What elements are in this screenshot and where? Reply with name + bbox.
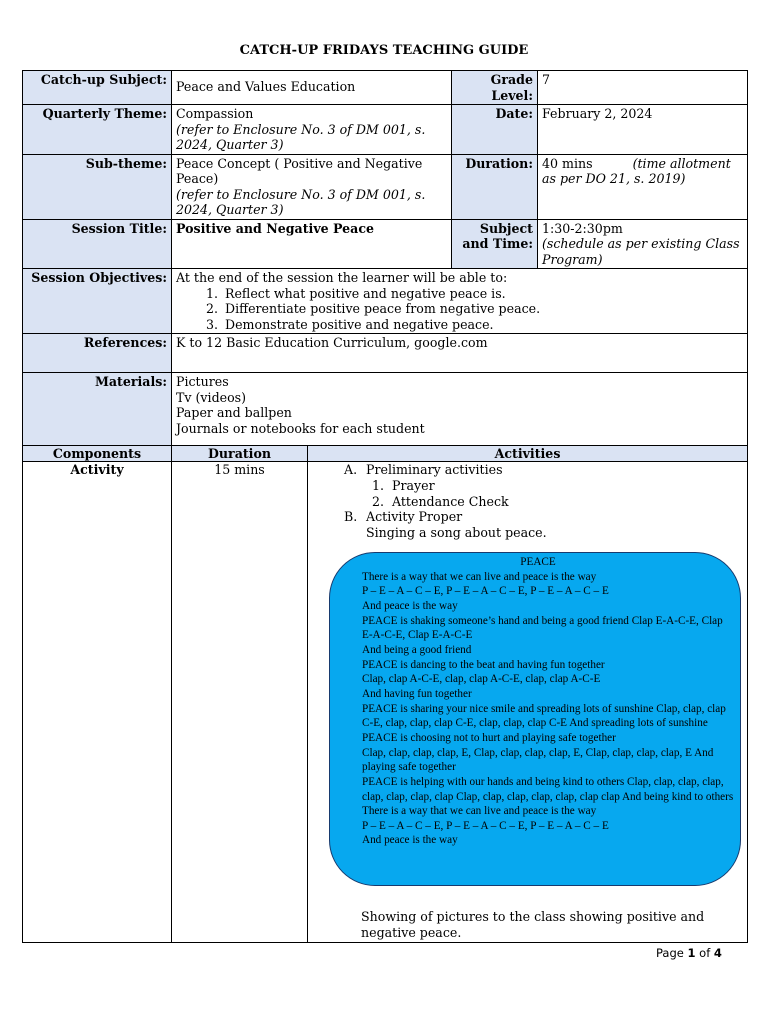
subtheme-reference: (refer to Enclosure No. 3 of DM 001, s. 2024, Quarter 3) [176,186,426,217]
activity-a [312,462,743,478]
objectives-list [176,286,743,333]
objective-item: 2. Differentiate positive peace from negative peace. [222,301,743,317]
song-line: PEACE is shaking someone’s hand and being a good friend Clap E-A-C-E, Clap E-A-C-E, Clap E-A-C-E [362,614,723,642]
duration-note: (time allotment as per DO 21, s. 2019) [542,155,731,186]
subject-value: Peace and Values Education [172,71,452,105]
duration-value: 40 mins [542,155,593,171]
materials-label: Materials: [23,373,172,454]
material-item: Paper and ballpen [176,405,292,420]
session-title-label: Session Title: [23,219,172,269]
session-info-table [22,70,748,454]
song-line: There is a way that we can live and peace is the way [362,570,597,583]
objectives-label: Session Objectives: [23,269,172,334]
subtheme-label: Sub-theme: [23,154,172,219]
session-title-value: Positive and Negative Peace [172,219,452,269]
song-line: And peace is the way [362,599,458,612]
song-line: And being a good friend [362,643,472,656]
header-activities: Activities [308,446,748,462]
header-components: Components [23,446,172,462]
showing-pictures-text: Showing of pictures to the class showing positive and negative peace. [361,909,705,940]
prelim-item: 2. Attendance Check [372,493,509,509]
song-line: There is a way that we can live and peace is the way [362,805,597,818]
subject-time-label: Subject and Time: [452,219,538,269]
material-item: Journals or notebooks for each student [176,420,425,436]
header-duration: Duration [172,446,308,462]
material-item: Pictures [176,374,229,389]
subject-time-note: (schedule as per existing Class Program) [542,236,740,267]
subtheme-value: Peace Concept ( Positive and Negative Peace) [176,155,423,186]
activity-b-label: Activity Proper [366,509,463,525]
song-line: Clap, clap, clap, clap, E, Clap, clap, clap, clap, E, Clap, clap, clap, clap, E And playing safe together [362,746,714,774]
song-line: P – E – A – C – E, P – E – A – C – E, P – E – A – C – E [362,585,609,598]
song-line: PEACE is dancing to the beat and having fun together [362,658,605,671]
song-line: PEACE is choosing not to hurt and playing safe together [362,731,616,744]
prelim-item: 1. Prayer [372,477,435,493]
song-line: P – E – A – C – E, P – E – A – C – E, P – E – A – C – E [362,819,609,832]
activity-b-sub: Singing a song about peace. [366,525,547,541]
component-duration: 15 mins [172,462,308,943]
theme-cell [172,105,452,155]
date-label: Date: [452,105,538,155]
activity-a-label: Preliminary activities [366,462,503,477]
objectives-intro: At the end of the session the learner will be able to: [176,270,508,285]
duration-label: Duration: [452,154,538,219]
theme-label: Quarterly Theme: [23,105,172,155]
subtheme-cell [172,154,452,219]
song-lyrics-box [329,552,741,886]
theme-value: Compassion [176,106,254,121]
material-item: Tv (videos) [176,389,247,405]
song-line: PEACE is helping with our hands and being kind to others Clap, clap, clap, clap, clap, clap, clap, clap Clap, clap, clap, clap, clap, clap clap And being kind to others [362,775,734,803]
song-line: And having fun together [362,687,472,700]
references-label: References: [23,334,172,373]
component-activity: Activity [23,462,172,943]
song-line: And peace is the way [362,834,458,847]
references-value: K to 12 Basic Education Curriculum, google.com [172,334,748,373]
objectives-cell [172,269,748,334]
activity-a-marker: A. [344,462,358,477]
grade-value: 7 [538,71,748,105]
subject-time-cell [538,219,748,269]
subject-label: Catch-up Subject: [23,71,172,105]
subject-time-value: 1:30-2:30pm [542,220,623,236]
song-title: PEACE [520,556,556,568]
page-number: Page 1 of 4 [656,946,722,960]
song-line: PEACE is sharing your nice smile and spreading lots of sunshine Clap, clap, clap C-E, clap, clap, clap C-E, clap, clap, clap C-E And spreading lots of sunshine [362,702,726,730]
grade-label: Grade Level: [452,71,538,105]
objective-item: 1. Reflect what positive and negative peace is. [222,286,743,302]
song-line: Clap, clap A-C-E, clap, clap A-C-E, clap, clap A-C-E [362,673,601,686]
activity-b [312,509,743,525]
duration-cell [538,154,748,219]
objective-item: 3. Demonstrate positive and negative peace. [222,317,743,333]
prelim-item-label: Prayer [392,477,435,493]
materials-cell [172,373,748,454]
date-value: February 2, 2024 [538,105,748,155]
theme-reference: (refer to Enclosure No. 3 of DM 001, s. 2024, Quarter 3) [176,121,426,152]
activity-b-marker: B. [344,509,358,525]
document-title: CATCH-UP FRIDAYS TEACHING GUIDE [239,43,529,58]
prelim-item-label: Attendance Check [392,493,509,509]
